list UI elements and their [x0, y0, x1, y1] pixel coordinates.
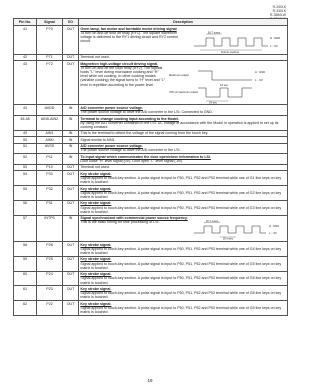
io-cell: OUT — [63, 171, 79, 186]
signal-name-cell: P70 — [37, 26, 63, 54]
signal-name-cell: P25 — [37, 256, 63, 271]
table-row — [14, 256, 288, 271]
description-cell — [79, 154, 288, 165]
seventy-percent-output-label: 70% of maximum output — [168, 90, 198, 94]
signal-name-cell: P11 — [37, 154, 63, 165]
pin-number-cell: 44 — [14, 105, 37, 116]
io-cell: OUT — [63, 26, 79, 54]
pin-number-cell: 51 — [14, 143, 37, 154]
waveform-during-label: During cooking — [220, 50, 239, 53]
signal-name-cell: AIN0 — [37, 137, 63, 143]
sync-period-label: 16.7 msec — [205, 220, 218, 224]
pin-number-cell: 45-48 — [14, 115, 37, 130]
description-text: By using the A/D converter contained in the LSI, DC voltage in accordance with the Model in operation is applied to set up its cooking constant. — [80, 120, 279, 129]
period-24-sec-label: 24 sec — [208, 101, 217, 104]
description-title: A/D converter power source voltage. — [80, 144, 143, 149]
description-with-diagram — [80, 66, 285, 104]
description-cell — [79, 105, 288, 116]
signal-name-cell: P10 — [37, 164, 63, 170]
signal-name-cell: AVSS — [37, 143, 63, 154]
pin-number-cell: 59 — [14, 256, 37, 271]
description-cell — [79, 115, 288, 130]
relay-waveform-diagram — [190, 31, 286, 53]
description-text: Signal applied to touch-key section. A pulse signal is input to P50, P51, P52 and P53 terminal while one of G8 line keys on key matrix is touched. — [80, 291, 282, 300]
description-cell — [79, 301, 288, 316]
description-cell — [79, 241, 288, 256]
description-text: Door close "H" level signal (0V). Door open "L" level signal (-5V). — [80, 158, 184, 163]
description-cell — [79, 26, 288, 54]
description-title: Key strobe signal. — [80, 242, 112, 247]
description-title: Key strobe signal. — [80, 301, 112, 306]
description-text: The power source voltage to drive the A/D converter in the LSI. — [80, 148, 181, 153]
description-text: To turn on and off shut off relay (RY1). The square waveform voltage is delivered to the RY1 driving circuit and RY2 control circuit. — [80, 31, 178, 44]
column-header-io: I/O — [63, 19, 79, 26]
description-title: Key strobe signal. — [80, 272, 112, 277]
io-cell: OUT — [63, 241, 79, 256]
description-with-diagram — [80, 31, 285, 53]
description-cell — [79, 185, 288, 200]
model-name: R-3560LW — [270, 12, 286, 17]
description-with-diagram — [80, 220, 285, 240]
page-number: 19 — [147, 378, 153, 383]
pin-description-table — [13, 18, 288, 316]
description-text: To turn on and off the cook relay (RY2). The signals holds "L" level during microwave cooking and "H" level while not cooking. In other cooking modes (variable cooking) the signal turns to "H" level and "L" level in repetition according to the power level. — [80, 65, 166, 87]
table-row — [14, 143, 288, 154]
pin-number-cell: 58 — [14, 241, 37, 256]
signal-name-cell: P71 — [37, 54, 63, 60]
model-name: R-330LK — [272, 8, 286, 13]
description-title: Key strobe signal. — [80, 201, 112, 206]
description-text: Signal applied to touch-key section. A pulse signal is input to P50, P51, P52 and P53 terminal while one of G3 line keys on key matrix is touched. — [80, 205, 282, 214]
description-text: Signal applied to touch-key section. A pulse signal is input to P50, P51, P52 and P53 terminal while one of G6 line keys on key matrix is touched. — [80, 276, 282, 285]
io-cell: OUT — [63, 200, 79, 215]
description-text: Terminal not used. — [80, 55, 110, 60]
maximum-output-label: Maximum output — [168, 73, 189, 77]
description-text: Signal applied to touch-key section. A pulse signal is input to P50, P51, P52 and P53 terminal while one of G5 line keys on key matrix is touched. — [80, 261, 282, 270]
io-cell: IN — [63, 130, 79, 136]
model-name: R-340LK — [272, 5, 286, 9]
table-row — [14, 60, 288, 104]
description-title: To input signal which communicates the door open/close information to LSI. — [80, 154, 211, 159]
table-row — [14, 215, 288, 241]
description-cell — [79, 286, 288, 301]
description-text: This is the basic timing for time processing of LSI. — [80, 220, 160, 225]
signal-name-cell: P28 — [37, 241, 63, 256]
signal-name-cell: P32 — [37, 185, 63, 200]
description-text: Signal similar to AIN1. — [80, 137, 116, 142]
table-row — [14, 241, 288, 256]
signal-name-cell: P23 — [37, 286, 63, 301]
io-cell: IN — [63, 215, 79, 241]
pin-number-cell: 50 — [14, 137, 37, 143]
table-row — [14, 105, 288, 116]
table-row — [14, 26, 288, 54]
description-text: Signal applied to touch-key section. A pulse signal is input to P50, P51, P52 and P53 terminal while one of G4 line keys on key matrix is touched. — [80, 246, 282, 255]
pin-number-cell: 53 — [14, 164, 37, 170]
description-title: Magnetron high-voltage circuit driving signal. — [80, 61, 159, 66]
table-row — [14, 154, 288, 165]
description-cell — [79, 271, 288, 286]
signal-name-cell: AIN5-AIN2 — [37, 115, 63, 130]
pin-number-cell: 57 — [14, 215, 37, 241]
column-header-signal: Signal — [37, 19, 63, 26]
io-cell: OUT — [63, 271, 79, 286]
description-title: Key strobe signal. — [80, 171, 112, 176]
pin-number-cell: 56 — [14, 200, 37, 215]
pin-number-cell: 55 — [14, 185, 37, 200]
pin-number-cell: 60 — [14, 271, 37, 286]
io-cell: IN — [63, 115, 79, 130]
description-title: Oven lamp, fan motor and turntable motor driving signal — [80, 26, 177, 31]
description-cell — [79, 215, 288, 241]
io-cell: OUT — [63, 185, 79, 200]
level-high-label: H : GND — [268, 225, 279, 229]
signal-name-cell: AVDD — [37, 105, 63, 116]
pin-number-cell: 49 — [14, 130, 37, 136]
table-row — [14, 171, 288, 186]
io-cell: IN — [63, 143, 79, 154]
io-cell: IN — [63, 154, 79, 165]
pin-number-cell: 54 — [14, 171, 37, 186]
description-title: Key strobe signal. — [80, 186, 112, 191]
signal-name-cell: P33 — [37, 171, 63, 186]
level-low-label: L : -5V — [268, 232, 277, 236]
signal-name-cell: P22 — [37, 301, 63, 316]
table-row — [14, 301, 288, 316]
description-cell — [79, 256, 288, 271]
level-low-label: L : -5V — [269, 45, 278, 48]
description-text: Signal applied to touch-key section. A pulse signal is input to P50, P51, P52 and P53 terminal while one of G9 line keys on key matrix is touched. — [80, 305, 282, 315]
io-cell: IN — [63, 105, 79, 116]
level-low-label: L : -5V — [254, 78, 263, 82]
pin-number-cell: 52 — [14, 154, 37, 165]
description-title: Key strobe signal. — [80, 257, 112, 262]
description-cell — [79, 200, 288, 215]
description-title: Terminal to change cooking input according to the Model. — [80, 116, 179, 121]
table-row — [14, 185, 288, 200]
pin-number-cell: 43 — [14, 60, 37, 104]
waveform-period-label: 16.7 msec — [207, 31, 220, 35]
table-row — [14, 286, 288, 301]
description-title: Signal synchronized with commercial power source frequency. — [80, 216, 188, 221]
table-row — [14, 115, 288, 130]
level-high-label: H : GND — [254, 70, 265, 74]
signal-name-cell: AIN1 — [37, 130, 63, 136]
signal-name-cell: P31 — [37, 200, 63, 215]
pin-number-cell: 42 — [14, 54, 37, 60]
signal-name-cell: P24 — [37, 271, 63, 286]
description-title: Key strobe signal. — [80, 286, 112, 291]
io-cell: OUT — [63, 256, 79, 271]
sync-interval-label: 20 msec — [222, 237, 233, 241]
io-cell: OUT — [63, 286, 79, 301]
table-row — [14, 271, 288, 286]
io-cell: IN — [63, 137, 79, 143]
description-title: A/D converter power source voltage. — [80, 105, 143, 110]
description-cell — [79, 143, 288, 154]
pin-number-cell: 41 — [14, 26, 37, 54]
signal-name-cell: INTP0 — [37, 215, 63, 241]
io-cell: OUT — [63, 60, 79, 104]
signal-name-cell: P72 — [37, 60, 63, 104]
io-cell: OUT — [63, 301, 79, 316]
io-cell: OUT — [63, 164, 79, 170]
pin-number-cell: 61 — [14, 286, 37, 301]
description-text: Signal applied to touch-key section. A pulse signal is input to P50, P51, P52 and P53 terminal while one of G2 line keys on key matrix is touched. — [80, 190, 282, 199]
description-text: This is the terminal to detect the voltage of the signal coming from the touch key. — [80, 131, 209, 136]
cook-relay-waveform-diagram — [168, 66, 286, 104]
description-text: The power source voltage to drive the A/D converter in the LSI. Connected to GND. — [80, 110, 213, 115]
table-header — [14, 19, 288, 26]
description-text: Signal applied to touch-key section. A pulse signal is input to P50, P51, P52 and P53 terminal while one of G1 line keys on key matrix is touched. — [80, 175, 282, 185]
description-cell — [79, 60, 288, 104]
column-header-description: Description — [79, 19, 288, 26]
level-high-label: H : GND — [269, 37, 280, 40]
table-row — [14, 200, 288, 215]
pin-number-cell: 62 — [14, 301, 37, 316]
period-16-sec-label: 16 sec — [219, 83, 228, 87]
description-text: Terminal not used. — [80, 165, 110, 170]
io-cell: OUT — [63, 54, 79, 60]
description-cell — [79, 171, 288, 186]
column-header-pin: Pin No. — [14, 19, 37, 26]
sync-waveform-diagram — [190, 220, 286, 240]
